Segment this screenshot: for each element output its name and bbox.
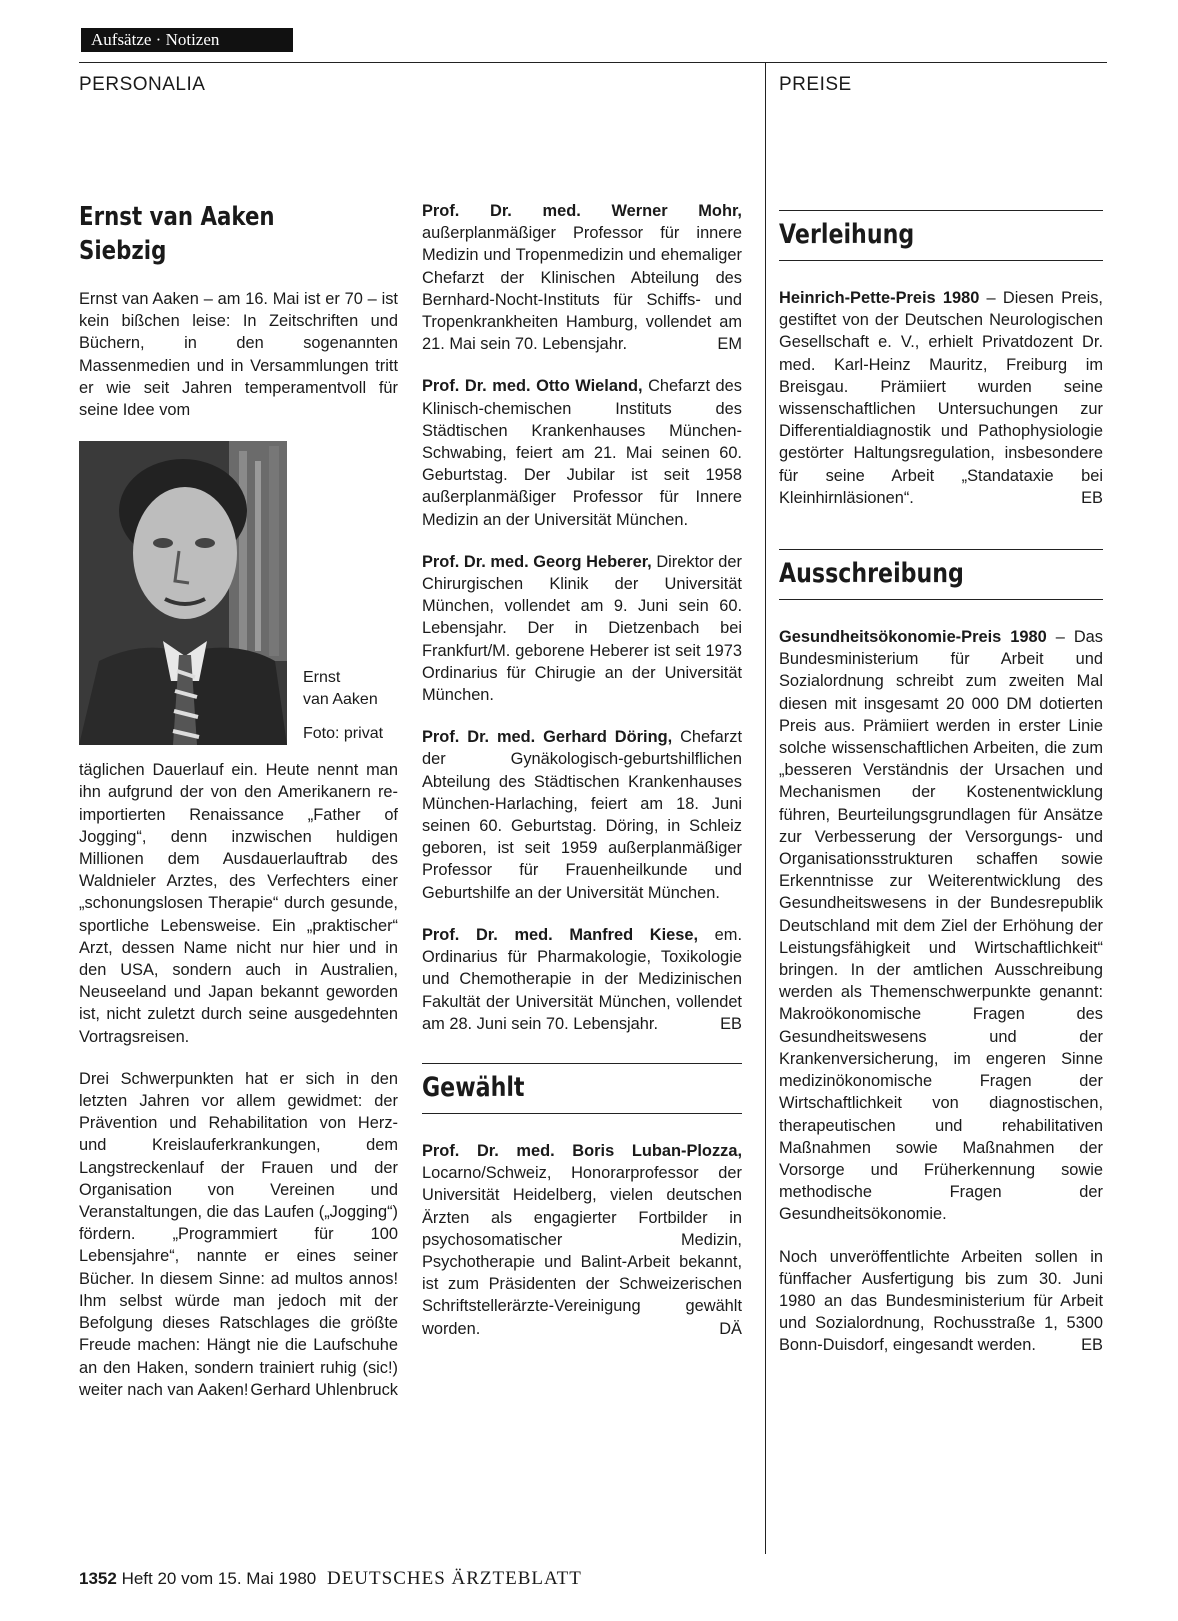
column-divider xyxy=(765,62,766,1554)
entry-name: Heinrich-Pette-Preis 1980 xyxy=(779,289,980,307)
verleihung-entry: Heinrich-Pette-Preis 1980 – Diesen Preis, gestiftet von der Deutschen Neurologischen Gesellschaft e. V., erhielt Privatdozent Dr. med. Karl-Heinz Mauritz, Freiburg im Breisgau. Prämiiert wurden seine wissenschaftlichen Untersuchungen zur Differentialdiagnostik und Pathophysiologie gestörter Haltungsregulation, insbesondere für seine Arbeit „Standataxie bei Kleinhirnläsionen“. EB xyxy=(779,287,1103,509)
personalia-entry: Prof. Dr. med. Manfred Kiese, em. Ordinarius für Pharmakologie, Toxikologie und Chemotherapie in der Medizinischen Fakultät der Universität München, vollendet am 28. Juni sein 70. Lebensjahr. EB xyxy=(422,924,742,1035)
photo-caption xyxy=(303,667,383,745)
personalia-entry: Prof. Dr. med. Gerhard Döring, Chefarzt der Gynäkologisch-geburtshilflichen Abteilung des Städtischen Krankenhauses München-Harlaching, feiert am 18. Juni seinen 60. Geburtstag. Döring, in Schleiz geboren, ist seit 1959 außerplanmäßiger Professor für Frauenheilkunde und Geburtshilfe an der Universität München. xyxy=(422,728,743,902)
ausschreibung-heading-block xyxy=(779,549,1103,600)
entry-name: Gesundheitsökonomie-Preis 1980 xyxy=(779,628,1047,647)
section-tag: Aufsätze · Notizen xyxy=(81,28,293,52)
caption-name-line1: Ernst xyxy=(303,669,341,687)
entry-signature: EB xyxy=(720,1014,742,1033)
article-title xyxy=(79,200,341,268)
column-1 xyxy=(79,200,398,1401)
caption-name-line2: van Aaken xyxy=(303,691,378,709)
entry-signature: DÄ xyxy=(719,1319,742,1338)
ausschreibung-paragraph: Noch unveröffentlichte Arbeiten sollen in fünffacher Ausfertigung bis zum 30. Juni 1980 an das Bundesministerium für Arbeit und Sozialordnung, Rochusstraße 1, 5300 Bonn-Duisdorf, eingesandt werden. EB xyxy=(779,1246,1103,1357)
entry-name: Prof. Dr. med. Otto Wieland, xyxy=(422,377,643,396)
entry-name: Prof. Dr. med. Gerhard Döring, xyxy=(422,728,673,747)
verleihung-heading-block xyxy=(779,210,1103,261)
gewaehlt-entry: Prof. Dr. med. Boris Luban-Plozza, Locarno/Schweiz, Honorarprofessor der Universität Heidelberg, vielen deutschen Ärzten als engagierter Fortbilder in psychosomatischer Medizin, Psychotherapie und Balint-Arbeit bekannt, ist zum Präsidenten der Schweizerischen Schriftstellerärzte-Vereinigung gewählt worden. DÄ xyxy=(422,1140,742,1340)
page-footer xyxy=(79,1568,582,1590)
column-3 xyxy=(779,210,1103,1357)
personalia-entry: Prof. Dr. med. Otto Wieland, Chefarzt des Klinisch-chemischen Instituts des Städtischen Krankenhauses München-Schwabing, feiert am 21. Mai seinen 60. Geburtstag. Der Jubilar ist seit 1958 außerplanmäßiger Professor für Innere Medizin an der Universität München. xyxy=(422,377,742,529)
verleihung-heading: Verleihung xyxy=(779,219,915,250)
column-2 xyxy=(422,200,742,1340)
article-title-line2: Siebzig xyxy=(79,236,167,266)
photo-block xyxy=(79,441,398,745)
entry-name: Prof. Dr. med. Georg Heberer, xyxy=(422,552,652,571)
article-paragraph: täglichen Dauerlauf ein. Heute nennt man ihn aufgrund der von den Amerikanern re-importierten Renaissance „Father of Jogging“, denn inzwischen huldigen Millionen dem Ausdauerlauftrab des Waldnieler Arztes, des Verfechters einer „schonungslosen Therapie“ durch gesunde, sportliche Lebensweise. Ein „praktischer“ Arzt, dessen Name nicht nur hier und in den USA, sondern auch in Australien, Neuseeland und Japan bekannt geworden ist, nicht zuletzt durch seine ausgedehnten Vortragsreisen. xyxy=(79,761,398,1046)
article-paragraph: Ernst van Aaken – am 16. Mai ist er 70 – ist kein bißchen leise: In Zeitschriften und Büchern, in den sogenannten Massenmedien und in Versammlungen tritt er wie seit Jahren temperamentvoll für seine Idee vom xyxy=(79,290,398,420)
personalia-entry: Prof. Dr. med. Werner Mohr, außerplanmäßiger Professor für innere Medizin und Tropenmedizin und ehemaliger Chefarzt der Klinischen Abteilung des Bernhard-Nocht-Instituts für Schiffs- und Tropenkrankheiten Hamburg, vollendet am 21. Mai sein 70. Lebensjahr. EM xyxy=(422,200,742,355)
gewaehlt-heading-block xyxy=(422,1063,742,1114)
portrait-illustration xyxy=(79,441,287,745)
personalia-entry: Prof. Dr. med. Georg Heberer, Direktor der Chirurgischen Klinik der Universität München, vollendet am 9. Juni sein 60. Lebensjahr. Der in Dietzenbach bei Frankfurt/M. geborene Heberer ist seit 1973 Ordinarius für Chirugie an der Universität München. xyxy=(422,552,742,705)
section-label-preise: PREISE xyxy=(779,74,852,95)
author-signature: Gerhard Uhlenbruck xyxy=(250,1380,398,1399)
issue-info: Heft 20 vom 15. Mai 1980 xyxy=(121,1569,317,1588)
article-paragraph: Drei Schwerpunkten hat er sich in den letzten Jahren vor allem gewidmet: der Prävention und Rehabilitation von Herz- und Kreislauferkrankungen, dem Langstreckenlauf der Frauen und der Organisation von Vereinen und Veranstaltungen, die das Laufen („Jogging“) fördern. „Programmiert für 100 Lebensjahre“, nannte er eines seiner Bücher. In diesem Sinne: ad multos annos! Ihm selbst würde man jedoch mit der Befolgung dieses Ratschlages die größte Freude machen: Hängt nie die Laufschuhe an den Haken, sondern trainiert ruhig (sic!) weiter nach van Aaken! Gerhard Uhlenbruck xyxy=(79,1068,398,1401)
portrait-photo xyxy=(79,441,287,745)
entry-signature: EB xyxy=(1081,1336,1103,1355)
section-label-personalia: PERSONALIA xyxy=(79,74,206,95)
entry-name: Prof. Dr. med. Manfred Kiese, xyxy=(422,925,699,944)
gewaehlt-heading: Gewählt xyxy=(422,1071,525,1103)
caption-credit: Foto: privat xyxy=(303,725,384,743)
ausschreibung-entry: Gesundheitsökonomie-Preis 1980 – Das Bundesministerium für Arbeit und Sozialordnung schreibt zum zweiten Mal diesen mit insgesamt 20 000 DM dotierten Preis aus. Prämiiert werden in erster Linie solche wissenschaftlichen Arbeiten, die zum „besseren Verständnis der Ursachen und Mechanismen der Kostenentwicklung führen, Beurteilungsgrundlagen für Ansätze zur Verbesserung der Versorgungs- und Organisationsstrukturen schaffen sowie Erkenntnisse zur Weiterentwicklung des Gesundheitswesens in der Bundesrepublik Deutschland mit dem Ziel der Erhöhung der Leistungsfähigkeit und Wirtschaftlichkeit“ bringen. In der amtlichen Ausschreibung werden als Themenschwerpunkte genannt: Makroökonomische Fragen des Gesundheitswesens und der Krankenversicherung, im engeren Sinne medizinökonomische Fragen der Wirtschaftlichkeit von diagnostischen, therapeutischen und rehabilitativen Maßnahmen sowie Maßnahmen der Vorsorge und Früherkennung sowie methodische Fragen der Gesundheitsökonomie. xyxy=(779,628,1103,1224)
journal-name: DEUTSCHES ÄRZTEBLATT xyxy=(326,1568,582,1589)
entry-name: Prof. Dr. med. Boris Luban-Plozza, xyxy=(422,1141,742,1160)
article-title-line1: Ernst van Aaken xyxy=(79,202,275,232)
entry-name: Prof. Dr. med. Werner Mohr, xyxy=(422,202,742,220)
ausschreibung-heading: Ausschreibung xyxy=(779,558,964,590)
entry-signature: EB xyxy=(1081,488,1103,507)
entry-signature: EM xyxy=(717,335,742,354)
header-rule xyxy=(79,62,1107,63)
page-number: 1352 xyxy=(79,1569,117,1588)
